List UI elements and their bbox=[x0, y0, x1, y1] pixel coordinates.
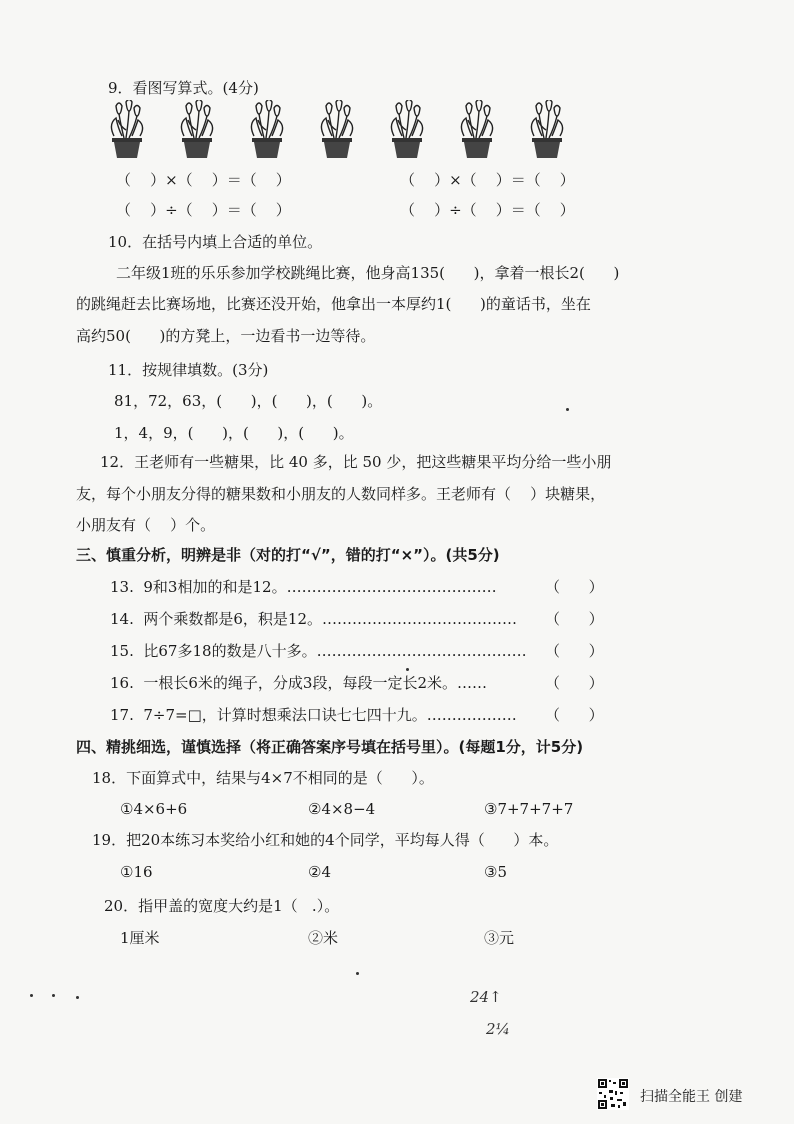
q12-line2: 友，每个小朋友分得的糖果数和小朋友的人数同样多。王老师有（ ）块糖果， bbox=[76, 485, 606, 503]
flower-pots-illustration bbox=[104, 100, 584, 160]
q20-option-2[interactable]: ②米 bbox=[308, 929, 339, 947]
q20-option-3[interactable]: ③元 bbox=[484, 929, 515, 947]
q20-stem: 20．指甲盖的宽度大约是1（ .）。 bbox=[104, 897, 340, 915]
flower-pot-icon bbox=[384, 100, 428, 160]
flower-pot-icon bbox=[244, 100, 288, 160]
q19-option-2[interactable]: ②4 bbox=[308, 863, 331, 881]
q12-line1: 12．王老师有一些糖果，比 40 多，比 50 少，把这些糖果平均分给一些小朋 bbox=[100, 453, 612, 471]
scan-speck bbox=[566, 408, 569, 411]
q10-title: 10．在括号内填上合适的单位。 bbox=[108, 233, 323, 251]
q18-option-1[interactable]: ①4×6+6 bbox=[120, 800, 188, 818]
q9-row2-right: （ ）÷（ ）＝（ ） bbox=[400, 201, 575, 219]
q12-line3: 小朋友有（ ）个。 bbox=[76, 516, 216, 534]
q11-line1: 81，72，63，( )，( )，( )。 bbox=[114, 392, 383, 410]
q19-stem: 19．把20本练习本奖给小红和她的4个同学，平均每人得（ ）本。 bbox=[92, 831, 559, 849]
s3-blank-16[interactable]: （ ） bbox=[545, 674, 604, 692]
q20-option-1[interactable]: 1厘米 bbox=[120, 929, 160, 947]
qr-code-icon bbox=[597, 1078, 629, 1110]
section4-title: 四、精挑细选，谨慎选择（将正确答案序号填在括号里）。(每题1分，计5分) bbox=[76, 738, 584, 756]
s3-blank-15[interactable]: （ ） bbox=[545, 642, 604, 660]
handwritten-note-a: 24↑ bbox=[470, 988, 502, 1006]
q19-option-3[interactable]: ③5 bbox=[484, 863, 507, 881]
q11-title: 11．按规律填数。(3分) bbox=[108, 361, 269, 379]
s3-item-17: 17. 7÷7=□，计算时想乘法口诀七七四十九。……………… bbox=[110, 706, 517, 724]
s3-item-16: 16. 一根长6米的绳子，分成3段，每段一定长2米。…… bbox=[110, 674, 488, 692]
q9-row1-left: （ ）×（ ）＝（ ） bbox=[116, 171, 291, 189]
scanner-app-watermark: 扫描全能王 创建 bbox=[640, 1089, 743, 1105]
q10-line1: 二年级1班的乐乐参加学校跳绳比赛，他身高135( )，拿着一根长2( ) bbox=[116, 264, 620, 282]
flower-pot-icon bbox=[314, 100, 358, 160]
q18-stem: 18．下面算式中，结果与4×7不相同的是（ ）。 bbox=[92, 769, 434, 787]
section3-title: 三、慎重分析，明辨是非（对的打“√”，错的打“×”）。(共5分) bbox=[76, 546, 500, 564]
s3-item-13: 13. 9和3相加的和是12。…………………………………… bbox=[110, 578, 497, 596]
flower-pot-icon bbox=[454, 100, 498, 160]
flower-pot-icon bbox=[104, 100, 148, 160]
scan-speck bbox=[356, 972, 359, 975]
s3-blank-13[interactable]: （ ） bbox=[545, 578, 604, 596]
q10-line3: 高约50( )的方凳上，一边看书一边等待。 bbox=[76, 327, 376, 345]
s3-item-14: 14. 两个乘数都是6，积是12。………………………………… bbox=[110, 610, 518, 628]
s3-blank-17[interactable]: （ ） bbox=[545, 706, 604, 724]
scan-speck bbox=[76, 996, 79, 999]
q19-option-1[interactable]: ①16 bbox=[120, 863, 153, 881]
flower-pot-icon bbox=[174, 100, 218, 160]
handwritten-note-b: 2¼ bbox=[486, 1020, 511, 1038]
q9-title: 9．看图写算式。(4分) bbox=[108, 79, 259, 97]
scan-speck bbox=[30, 994, 33, 997]
q9-row2-left: （ ）÷（ ）＝（ ） bbox=[116, 201, 291, 219]
q18-option-2[interactable]: ②4×8−4 bbox=[308, 800, 376, 818]
flower-pot-icon bbox=[524, 100, 568, 160]
q9-row1-right: （ ）×（ ）＝（ ） bbox=[400, 171, 575, 189]
s3-item-15: 15. 比67多18的数是八十多。…………………………………… bbox=[110, 642, 527, 660]
q10-line2: 的跳绳赶去比赛场地，比赛还没开始，他拿出一本厚约1( )的童话书，坐在 bbox=[76, 295, 591, 313]
s3-blank-14[interactable]: （ ） bbox=[545, 610, 604, 628]
scan-speck bbox=[52, 994, 55, 997]
q18-option-3[interactable]: ③7+7+7+7 bbox=[484, 800, 574, 818]
scan-speck bbox=[406, 668, 409, 671]
q11-line2: 1，4，9，( )，( )，( )。 bbox=[114, 424, 354, 442]
